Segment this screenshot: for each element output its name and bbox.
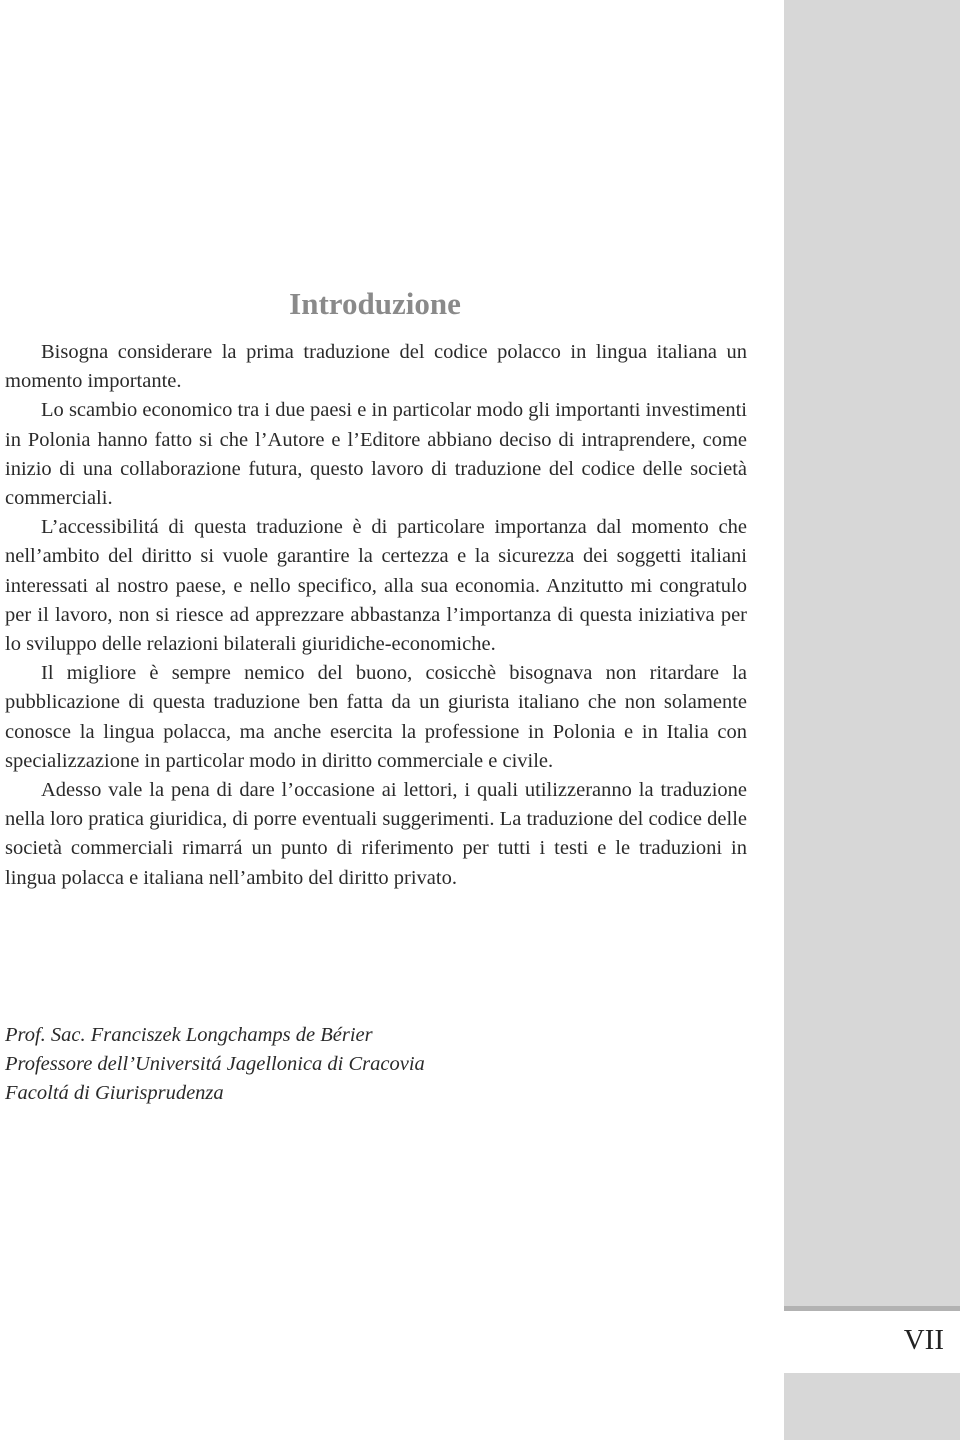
signature-faculty: Facoltá di Giurisprudenza xyxy=(5,1082,224,1105)
chapter-title: Introduzione xyxy=(289,286,461,321)
paragraph: Bisogna considerare la prima traduzione del codice polacco in lingua italiana un momento importante. xyxy=(5,341,747,393)
signature-block xyxy=(5,1021,747,1109)
signature-position: Professore dell’Universitá Jagellonica di Cracovia xyxy=(5,1053,425,1076)
margin-band xyxy=(784,0,960,1440)
paragraph: Il migliore è sempre nemico del buono, cosicchè bisognava non ritardare la pubblicazione di questa traduzione ben fatta da un giurista italiano che non solamente conosce la lingua polacca, ma anche esercita la professione in Polonia e in Italia con specializzazione in particolar modo in diritto commerciale e civile. xyxy=(5,662,747,772)
body-text xyxy=(5,338,747,893)
page-number: VII xyxy=(903,1324,944,1356)
signature-name: Prof. Sac. Franciszek Longchamps de Bérier xyxy=(5,1024,373,1046)
paragraph: Adesso vale la pena di dare l’occasione ai lettori, i quali utilizzeranno la traduzione nella loro pratica giuridica, di porre eventuali suggerimenti. La traduzione del codice delle società commerciali rimarrá un punto di riferimento per tutti i testi e le traduzioni in lingua polacca e italiana nell’ambito del diritto privato. xyxy=(5,779,747,889)
paragraph: L’accessibilitá di questa traduzione è di particolare importanza dal momento che nell’ambito del diritto si vuole garantire la certezza e la sicurezza dei soggetti italiani interessati al nostro paese, e nello specifico, alla sua economia. Anzitutto mi congratulo per il lavoro, non si riesce ad apprezzare abbastanza l’importanza di questa iniziativa per lo sviluppo delle relazioni bilaterali giuridiche-economiche. xyxy=(5,516,747,656)
paragraph: Lo scambio economico tra i due paesi e in particolar modo gli importanti investimenti in Polonia hanno fatto si che l’Autore e l’Editore abbiano deciso di intraprendere, come inizio di una collaborazione futura, questo lavoro di traduzione del codice delle società commerciali. xyxy=(5,399,747,510)
